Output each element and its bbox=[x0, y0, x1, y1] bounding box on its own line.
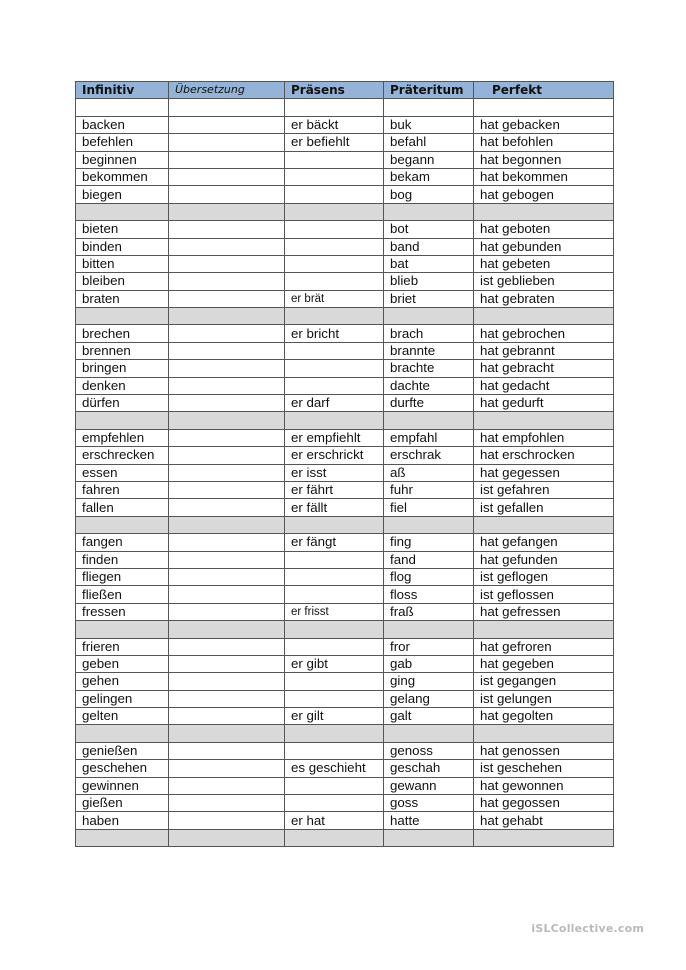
praeteritum-cell: hatte bbox=[384, 812, 474, 829]
empty-cell bbox=[474, 203, 614, 220]
praeteritum-cell: gab bbox=[384, 655, 474, 672]
header-row bbox=[76, 82, 614, 99]
table-row bbox=[76, 377, 614, 394]
table-row bbox=[76, 638, 614, 655]
empty-cell bbox=[384, 725, 474, 742]
praeteritum-cell: befahl bbox=[384, 134, 474, 151]
uebersetzung-cell bbox=[169, 377, 285, 394]
separator-row bbox=[76, 621, 614, 638]
infinitiv-cell: biegen bbox=[76, 186, 169, 203]
empty-cell bbox=[76, 516, 169, 533]
uebersetzung-cell bbox=[169, 342, 285, 359]
empty-cell bbox=[76, 203, 169, 220]
uebersetzung-cell bbox=[169, 429, 285, 446]
empty-cell bbox=[384, 516, 474, 533]
praeteritum-cell: genoss bbox=[384, 742, 474, 759]
uebersetzung-cell bbox=[169, 360, 285, 377]
praesens-cell bbox=[285, 586, 384, 603]
praeteritum-cell: bekam bbox=[384, 168, 474, 185]
praeteritum-cell: fand bbox=[384, 551, 474, 568]
praesens-cell bbox=[285, 221, 384, 238]
praesens-cell: er gilt bbox=[285, 708, 384, 725]
praesens-cell bbox=[285, 273, 384, 290]
infinitiv-cell: gießen bbox=[76, 795, 169, 812]
infinitiv-cell: finden bbox=[76, 551, 169, 568]
praeteritum-cell: empfahl bbox=[384, 429, 474, 446]
perfekt-cell: hat gedacht bbox=[474, 377, 614, 394]
perfekt-cell: hat begonnen bbox=[474, 151, 614, 168]
table-row bbox=[76, 760, 614, 777]
praesens-cell bbox=[285, 377, 384, 394]
irregular-verbs-table bbox=[75, 81, 614, 847]
praeteritum-cell: fuhr bbox=[384, 481, 474, 498]
praeteritum-cell: briet bbox=[384, 290, 474, 307]
empty-cell bbox=[169, 203, 285, 220]
table-row bbox=[76, 151, 614, 168]
praesens-cell: er empfiehlt bbox=[285, 429, 384, 446]
empty-cell bbox=[285, 516, 384, 533]
praeteritum-cell: brach bbox=[384, 325, 474, 342]
table-row bbox=[76, 186, 614, 203]
infinitiv-cell: gewinnen bbox=[76, 777, 169, 794]
praeteritum-cell: brannte bbox=[384, 342, 474, 359]
uebersetzung-cell bbox=[169, 255, 285, 272]
uebersetzung-cell bbox=[169, 534, 285, 551]
empty-cell bbox=[285, 725, 384, 742]
praeteritum-cell: brachte bbox=[384, 360, 474, 377]
praesens-cell: er fährt bbox=[285, 481, 384, 498]
perfekt-cell: hat gefressen bbox=[474, 603, 614, 620]
infinitiv-cell: bitten bbox=[76, 255, 169, 272]
table-row bbox=[76, 708, 614, 725]
praesens-cell: er befiehlt bbox=[285, 134, 384, 151]
uebersetzung-cell bbox=[169, 795, 285, 812]
uebersetzung-cell bbox=[169, 464, 285, 481]
perfekt-cell: hat gebrochen bbox=[474, 325, 614, 342]
perfekt-cell: hat gebogen bbox=[474, 186, 614, 203]
infinitiv-cell: fahren bbox=[76, 481, 169, 498]
perfekt-cell: hat gebeten bbox=[474, 255, 614, 272]
praeteritum-cell: floss bbox=[384, 586, 474, 603]
blank-row bbox=[76, 99, 614, 116]
praeteritum-cell: fiel bbox=[384, 499, 474, 516]
praesens-cell bbox=[285, 238, 384, 255]
table-row bbox=[76, 429, 614, 446]
praesens-cell bbox=[285, 551, 384, 568]
praesens-cell bbox=[285, 255, 384, 272]
header-praeteritum: Präteritum bbox=[384, 82, 474, 99]
uebersetzung-cell bbox=[169, 168, 285, 185]
uebersetzung-cell bbox=[169, 551, 285, 568]
praesens-cell: er frisst bbox=[285, 603, 384, 620]
uebersetzung-cell bbox=[169, 116, 285, 133]
empty-cell bbox=[384, 308, 474, 325]
infinitiv-cell: gelingen bbox=[76, 690, 169, 707]
perfekt-cell: hat bekommen bbox=[474, 168, 614, 185]
infinitiv-cell: genießen bbox=[76, 742, 169, 759]
uebersetzung-cell bbox=[169, 603, 285, 620]
table-row bbox=[76, 551, 614, 568]
perfekt-cell: ist gegangen bbox=[474, 673, 614, 690]
empty-cell bbox=[285, 621, 384, 638]
praeteritum-cell: fraß bbox=[384, 603, 474, 620]
uebersetzung-cell bbox=[169, 221, 285, 238]
empty-cell bbox=[76, 725, 169, 742]
praesens-cell bbox=[285, 151, 384, 168]
perfekt-cell: hat geboten bbox=[474, 221, 614, 238]
empty-cell bbox=[169, 308, 285, 325]
header-infinitiv: Infinitiv bbox=[76, 82, 169, 99]
infinitiv-cell: erschrecken bbox=[76, 447, 169, 464]
table-body bbox=[76, 99, 614, 847]
praeteritum-cell: dachte bbox=[384, 377, 474, 394]
uebersetzung-cell bbox=[169, 742, 285, 759]
praesens-cell: es geschieht bbox=[285, 760, 384, 777]
praesens-cell: er fängt bbox=[285, 534, 384, 551]
praeteritum-cell: geschah bbox=[384, 760, 474, 777]
infinitiv-cell: befehlen bbox=[76, 134, 169, 151]
uebersetzung-cell bbox=[169, 655, 285, 672]
table-row bbox=[76, 499, 614, 516]
table-row bbox=[76, 290, 614, 307]
praeteritum-cell: begann bbox=[384, 151, 474, 168]
perfekt-cell: ist geschehen bbox=[474, 760, 614, 777]
table-row bbox=[76, 168, 614, 185]
infinitiv-cell: bleiben bbox=[76, 273, 169, 290]
empty-cell bbox=[384, 203, 474, 220]
table-row bbox=[76, 586, 614, 603]
perfekt-cell: hat gegossen bbox=[474, 795, 614, 812]
perfekt-cell: hat gebraten bbox=[474, 290, 614, 307]
separator-row bbox=[76, 516, 614, 533]
uebersetzung-cell bbox=[169, 290, 285, 307]
infinitiv-cell: fressen bbox=[76, 603, 169, 620]
empty-cell bbox=[169, 516, 285, 533]
uebersetzung-cell bbox=[169, 395, 285, 412]
empty-cell bbox=[285, 99, 384, 116]
table-row bbox=[76, 534, 614, 551]
praeteritum-cell: fror bbox=[384, 638, 474, 655]
empty-cell bbox=[169, 412, 285, 429]
empty-cell bbox=[76, 412, 169, 429]
infinitiv-cell: bringen bbox=[76, 360, 169, 377]
praeteritum-cell: buk bbox=[384, 116, 474, 133]
praeteritum-cell: gewann bbox=[384, 777, 474, 794]
table-row bbox=[76, 116, 614, 133]
empty-cell bbox=[76, 308, 169, 325]
praeteritum-cell: durfte bbox=[384, 395, 474, 412]
praesens-cell bbox=[285, 690, 384, 707]
praesens-cell bbox=[285, 342, 384, 359]
perfekt-cell: hat befohlen bbox=[474, 134, 614, 151]
praesens-cell: er isst bbox=[285, 464, 384, 481]
table-row bbox=[76, 464, 614, 481]
praesens-cell bbox=[285, 360, 384, 377]
uebersetzung-cell bbox=[169, 481, 285, 498]
praesens-cell bbox=[285, 186, 384, 203]
uebersetzung-cell bbox=[169, 273, 285, 290]
perfekt-cell: hat gegolten bbox=[474, 708, 614, 725]
infinitiv-cell: frieren bbox=[76, 638, 169, 655]
perfekt-cell: hat gegessen bbox=[474, 464, 614, 481]
perfekt-cell: hat gefroren bbox=[474, 638, 614, 655]
infinitiv-cell: brennen bbox=[76, 342, 169, 359]
empty-cell bbox=[384, 621, 474, 638]
uebersetzung-cell bbox=[169, 708, 285, 725]
praeteritum-cell: gelang bbox=[384, 690, 474, 707]
infinitiv-cell: brechen bbox=[76, 325, 169, 342]
infinitiv-cell: binden bbox=[76, 238, 169, 255]
separator-row bbox=[76, 412, 614, 429]
empty-cell bbox=[474, 412, 614, 429]
table-row bbox=[76, 255, 614, 272]
uebersetzung-cell bbox=[169, 568, 285, 585]
empty-cell bbox=[285, 308, 384, 325]
empty-cell bbox=[169, 725, 285, 742]
praeteritum-cell: goss bbox=[384, 795, 474, 812]
infinitiv-cell: backen bbox=[76, 116, 169, 133]
table-row bbox=[76, 603, 614, 620]
perfekt-cell: hat gefangen bbox=[474, 534, 614, 551]
uebersetzung-cell bbox=[169, 673, 285, 690]
infinitiv-cell: gelten bbox=[76, 708, 169, 725]
uebersetzung-cell bbox=[169, 690, 285, 707]
table-row bbox=[76, 568, 614, 585]
infinitiv-cell: empfehlen bbox=[76, 429, 169, 446]
uebersetzung-cell bbox=[169, 760, 285, 777]
empty-cell bbox=[384, 829, 474, 846]
header-perfekt: Perfekt bbox=[474, 82, 614, 99]
praesens-cell bbox=[285, 638, 384, 655]
praesens-cell bbox=[285, 795, 384, 812]
perfekt-cell: hat gegeben bbox=[474, 655, 614, 672]
perfekt-cell: hat gefunden bbox=[474, 551, 614, 568]
uebersetzung-cell bbox=[169, 638, 285, 655]
table-row bbox=[76, 777, 614, 794]
praeteritum-cell: galt bbox=[384, 708, 474, 725]
infinitiv-cell: fliegen bbox=[76, 568, 169, 585]
table-row bbox=[76, 221, 614, 238]
praeteritum-cell: fing bbox=[384, 534, 474, 551]
empty-cell bbox=[169, 829, 285, 846]
praesens-cell: er gibt bbox=[285, 655, 384, 672]
uebersetzung-cell bbox=[169, 447, 285, 464]
empty-cell bbox=[474, 516, 614, 533]
praesens-cell: er erschrickt bbox=[285, 447, 384, 464]
uebersetzung-cell bbox=[169, 812, 285, 829]
perfekt-cell: ist gefahren bbox=[474, 481, 614, 498]
uebersetzung-cell bbox=[169, 186, 285, 203]
praesens-cell: er fällt bbox=[285, 499, 384, 516]
perfekt-cell: hat gebracht bbox=[474, 360, 614, 377]
table-row bbox=[76, 395, 614, 412]
uebersetzung-cell bbox=[169, 134, 285, 151]
praeteritum-cell: aß bbox=[384, 464, 474, 481]
table-row bbox=[76, 673, 614, 690]
infinitiv-cell: bieten bbox=[76, 221, 169, 238]
praeteritum-cell: bat bbox=[384, 255, 474, 272]
praesens-cell bbox=[285, 168, 384, 185]
uebersetzung-cell bbox=[169, 586, 285, 603]
empty-cell bbox=[169, 621, 285, 638]
perfekt-cell: hat gewonnen bbox=[474, 777, 614, 794]
table-row bbox=[76, 273, 614, 290]
separator-row bbox=[76, 725, 614, 742]
praesens-cell bbox=[285, 777, 384, 794]
praesens-cell: er darf bbox=[285, 395, 384, 412]
perfekt-cell: ist gefallen bbox=[474, 499, 614, 516]
perfekt-cell: ist geflossen bbox=[474, 586, 614, 603]
uebersetzung-cell bbox=[169, 151, 285, 168]
uebersetzung-cell bbox=[169, 777, 285, 794]
empty-cell bbox=[474, 99, 614, 116]
praeteritum-cell: ging bbox=[384, 673, 474, 690]
perfekt-cell: ist geblieben bbox=[474, 273, 614, 290]
table-row bbox=[76, 325, 614, 342]
infinitiv-cell: geben bbox=[76, 655, 169, 672]
table-row bbox=[76, 447, 614, 464]
praeteritum-cell: flog bbox=[384, 568, 474, 585]
infinitiv-cell: fallen bbox=[76, 499, 169, 516]
separator-row bbox=[76, 829, 614, 846]
infinitiv-cell: bekommen bbox=[76, 168, 169, 185]
infinitiv-cell: geschehen bbox=[76, 760, 169, 777]
perfekt-cell: hat gebunden bbox=[474, 238, 614, 255]
perfekt-cell: ist gelungen bbox=[474, 690, 614, 707]
table-row bbox=[76, 360, 614, 377]
infinitiv-cell: fangen bbox=[76, 534, 169, 551]
header-praesens: Präsens bbox=[285, 82, 384, 99]
uebersetzung-cell bbox=[169, 325, 285, 342]
empty-cell bbox=[384, 99, 474, 116]
empty-cell bbox=[169, 99, 285, 116]
empty-cell bbox=[285, 412, 384, 429]
empty-cell bbox=[474, 725, 614, 742]
praesens-cell: er bäckt bbox=[285, 116, 384, 133]
praeteritum-cell: bog bbox=[384, 186, 474, 203]
empty-cell bbox=[474, 308, 614, 325]
infinitiv-cell: essen bbox=[76, 464, 169, 481]
empty-cell bbox=[474, 621, 614, 638]
infinitiv-cell: dürfen bbox=[76, 395, 169, 412]
infinitiv-cell: gehen bbox=[76, 673, 169, 690]
praesens-cell bbox=[285, 673, 384, 690]
table-row bbox=[76, 134, 614, 151]
empty-cell bbox=[285, 203, 384, 220]
table-row bbox=[76, 238, 614, 255]
perfekt-cell: hat gebacken bbox=[474, 116, 614, 133]
table-row bbox=[76, 795, 614, 812]
header-uebersetzung: Übersetzung bbox=[169, 82, 285, 99]
perfekt-cell: hat gehabt bbox=[474, 812, 614, 829]
empty-cell bbox=[474, 829, 614, 846]
perfekt-cell: hat gedurft bbox=[474, 395, 614, 412]
praesens-cell: er brät bbox=[285, 290, 384, 307]
table-row bbox=[76, 655, 614, 672]
table-row bbox=[76, 812, 614, 829]
praeteritum-cell: erschrak bbox=[384, 447, 474, 464]
praesens-cell: er hat bbox=[285, 812, 384, 829]
empty-cell bbox=[285, 829, 384, 846]
empty-cell bbox=[76, 99, 169, 116]
empty-cell bbox=[384, 412, 474, 429]
separator-row bbox=[76, 308, 614, 325]
infinitiv-cell: fließen bbox=[76, 586, 169, 603]
infinitiv-cell: beginnen bbox=[76, 151, 169, 168]
praeteritum-cell: bot bbox=[384, 221, 474, 238]
table-row bbox=[76, 742, 614, 759]
table-row bbox=[76, 690, 614, 707]
infinitiv-cell: braten bbox=[76, 290, 169, 307]
table-row bbox=[76, 481, 614, 498]
praeteritum-cell: blieb bbox=[384, 273, 474, 290]
perfekt-cell: ist geflogen bbox=[474, 568, 614, 585]
empty-cell bbox=[76, 621, 169, 638]
perfekt-cell: hat erschrocken bbox=[474, 447, 614, 464]
uebersetzung-cell bbox=[169, 499, 285, 516]
empty-cell bbox=[76, 829, 169, 846]
perfekt-cell: hat gebrannt bbox=[474, 342, 614, 359]
praeteritum-cell: band bbox=[384, 238, 474, 255]
watermark: iSLCollective.com bbox=[531, 922, 644, 935]
praesens-cell bbox=[285, 742, 384, 759]
uebersetzung-cell bbox=[169, 238, 285, 255]
praesens-cell: er bricht bbox=[285, 325, 384, 342]
perfekt-cell: hat genossen bbox=[474, 742, 614, 759]
infinitiv-cell: denken bbox=[76, 377, 169, 394]
separator-row bbox=[76, 203, 614, 220]
praesens-cell bbox=[285, 568, 384, 585]
table-row bbox=[76, 342, 614, 359]
infinitiv-cell: haben bbox=[76, 812, 169, 829]
perfekt-cell: hat empfohlen bbox=[474, 429, 614, 446]
